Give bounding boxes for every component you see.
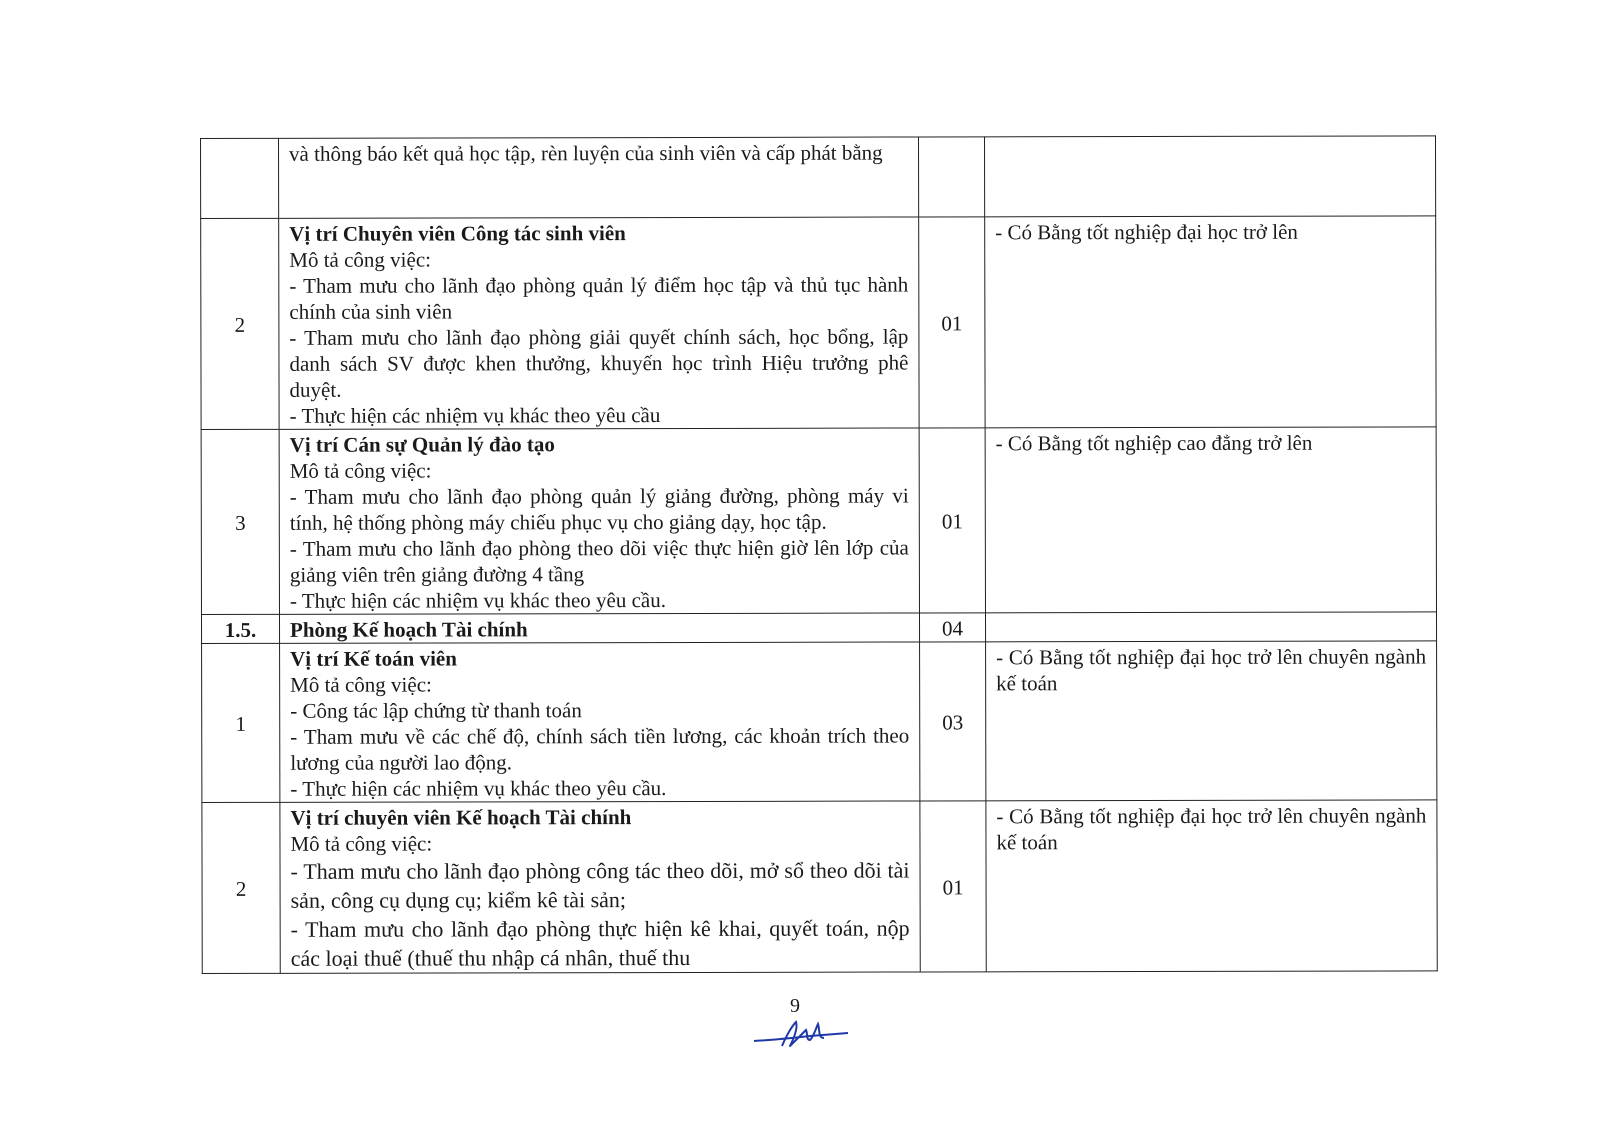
section-index: 1.5. [201,614,279,643]
row-requirement [985,216,1436,428]
recruitment-table [200,135,1438,974]
row-index: 2 [201,218,279,429]
requirement-text: - Có Bằng tốt nghiệp cao đẳng trở lên [995,430,1313,456]
row-quantity: 01 [920,801,986,972]
description-line: - Tham mưu cho lãnh đạo phòng thực hiện kê khai, quyết toán, nộp các loại thuế (thuế thu nhập cá nhân, thuế thu [290,915,910,971]
requirement-text: - Có Bằng tốt nghiệp đại học trở lên [995,219,1298,245]
position-title: Vị trí Kế toán viên [290,646,457,671]
description-line: Mô tả công việc: [289,458,432,483]
description-line: Mô tả công việc: [289,247,431,272]
description-line: - Thực hiện các nhiệm vụ khác theo yêu cầu. [290,776,667,801]
description-line: - Tham mưu cho lãnh đạo phòng quản lý điểm học tập và thủ tục hành chính của sinh viên [289,272,909,324]
section-quantity: 04 [919,613,985,642]
row-description [279,137,919,218]
row-requirement [986,641,1437,801]
description-line: Mô tả công việc: [290,831,433,856]
page-number: 9 [790,995,800,1017]
description-line: - Tham mưu cho lãnh đạo phòng theo dõi việc thực hiện giờ lên lớp của giảng viên trên giảng đường 4 tầng [289,535,909,587]
table-row [201,427,1436,615]
description-line: - Thực hiện các nhiệm vụ khác theo yêu cầu [289,403,661,428]
description-line: và thông báo kết quả học tập, rèn luyện của sinh viên và cấp phát bằng [289,140,883,166]
row-index [201,138,279,218]
description-line: - Công tác lập chứng từ thanh toán [290,698,582,723]
position-title: Vị trí Cán sự Quản lý đào tạo [289,432,555,457]
position-title: Vị trí chuyên viên Kế hoạch Tài chính [290,805,632,830]
signature-initials [752,1016,852,1052]
description-line: - Tham mưu về các chế độ, chính sách tiền lương, các khoản trích theo lương của người lao động. [290,723,910,775]
row-requirement [985,427,1436,613]
table-row [201,136,1436,219]
row-index: 2 [202,802,280,973]
description-line: - Tham mưu cho lãnh đạo phòng công tác theo dõi, mở sổ theo dõi tài sản, công cụ dụng cụ; kiểm kê tài sản; [290,857,910,913]
section-title: Phòng Kế hoạch Tài chính [279,613,919,643]
description-line: - Tham mưu cho lãnh đạo phòng quản lý giảng đường, phòng máy vi tính, hệ thống phòng máy chiếu phục vụ cho giảng dạy, học tập. [289,483,909,535]
row-description [279,217,919,429]
row-description [279,428,919,614]
table-row [202,800,1437,974]
row-quantity: 01 [919,217,985,428]
row-quantity [918,137,984,217]
row-index: 1 [202,643,280,802]
row-quantity: 01 [919,428,985,613]
row-index: 3 [201,429,279,614]
table-row [202,641,1437,803]
row-requirement [986,800,1437,972]
row-description [280,801,920,973]
section-row [201,612,1436,644]
row-description [280,642,920,802]
row-quantity: 03 [920,642,986,801]
requirement-text: - Có Bằng tốt nghiệp đại học trở lên chuyên ngành kế toán [996,803,1427,855]
row-requirement [984,136,1435,217]
table-row [201,216,1436,430]
position-title: Vị trí Chuyên viên Công tác sinh viên [289,221,626,246]
description-line: - Tham mưu cho lãnh đạo phòng giải quyết chính sách, học bổng, lập danh sách SV được khen thưởng, khuyến học trình Hiệu trưởng phê duyệt. [289,324,909,402]
description-line: - Thực hiện các nhiệm vụ khác theo yêu cầu. [289,588,667,613]
description-line: Mô tả công việc: [290,672,432,697]
row-requirement [985,612,1436,642]
requirement-text: - Có Bằng tốt nghiệp đại học trở lên chuyên ngành kế toán [996,644,1427,696]
